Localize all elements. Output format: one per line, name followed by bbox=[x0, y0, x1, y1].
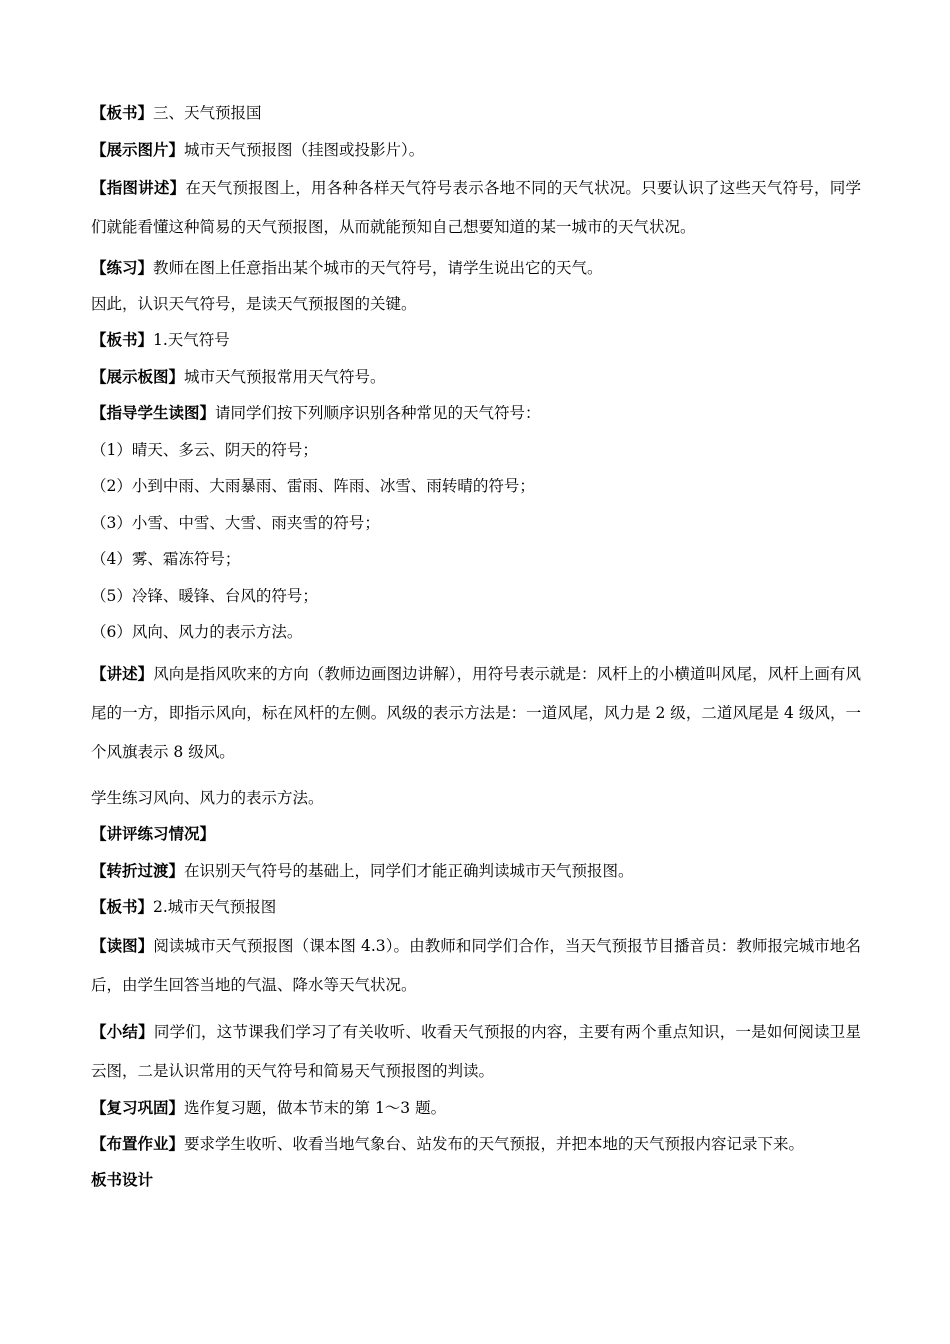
paragraph-text: （3）小雪、中雪、大雪、雨夹雪的符号； bbox=[91, 514, 380, 532]
paragraph bbox=[91, 897, 861, 917]
paragraph-tag: 【讲评练习情况】 bbox=[91, 824, 216, 843]
paragraph-text: 要求学生收听、收看当地气象台、站发布的天气预报，并把本地的天气预报内容记录下来。 bbox=[184, 1135, 805, 1153]
paragraph-tag: 【展示板图】 bbox=[91, 367, 185, 386]
paragraph-text: （5）冷锋、暖锋、台风的符号； bbox=[91, 587, 318, 605]
list-item bbox=[91, 622, 861, 642]
paragraph-text: 在天气预报图上，用各种各样天气符号表示各地不同的天气状况。只要认识了这些天气符号，同学们就能看懂这种简易的天气预报图，从而就能预知自己想要知道的某一城市的天气状况。 bbox=[91, 179, 861, 236]
paragraph-text: （6）风向、风力的表示方法。 bbox=[91, 623, 303, 641]
paragraph-text: 选作复习题，做本节末的第 1～3 题。 bbox=[184, 1099, 447, 1117]
paragraph-tag: 【复习巩固】 bbox=[91, 1098, 185, 1117]
paragraph-text: 1.天气符号 bbox=[153, 331, 230, 349]
paragraph-tag: 【转折过渡】 bbox=[91, 861, 185, 880]
paragraph-text: 因此，认识天气符号，是读天气预报图的关键。 bbox=[91, 295, 417, 313]
section-heading: 板书设计 bbox=[91, 1171, 154, 1189]
paragraph-text: 阅读城市天气预报图（课本图 4.3）。由教师和同学们合作，当天气预报节目播音员：教师报完城市地名后，由学生回答当地的气温、降水等天气状况。 bbox=[91, 937, 861, 994]
paragraph-text: 请同学们按下列顺序识别各种常见的天气符号： bbox=[215, 404, 541, 422]
paragraph-tag: 【板书】 bbox=[91, 330, 154, 349]
paragraph bbox=[91, 403, 861, 423]
paragraph-text: 城市天气预报常用天气符号。 bbox=[184, 368, 386, 386]
paragraph bbox=[91, 168, 861, 247]
paragraph-tag: 【练习】 bbox=[91, 258, 154, 277]
paragraph-tag: 【读图】 bbox=[91, 936, 154, 955]
paragraph bbox=[91, 1012, 861, 1091]
paragraph bbox=[91, 103, 861, 123]
paragraph-text: （1）晴天、多云、阴天的符号； bbox=[91, 441, 318, 459]
paragraph bbox=[91, 1098, 861, 1118]
list-item bbox=[91, 586, 861, 606]
paragraph bbox=[91, 861, 861, 881]
paragraph-tag: 【小结】 bbox=[91, 1022, 154, 1041]
paragraph bbox=[91, 926, 861, 1005]
paragraph-tag: 【布置作业】 bbox=[91, 1134, 185, 1153]
paragraph-tag: 【展示图片】 bbox=[91, 140, 185, 159]
paragraph-tag: 【指导学生读图】 bbox=[91, 403, 216, 422]
paragraph-text: 教师在图上任意指出某个城市的天气符号，请学生说出它的天气。 bbox=[153, 259, 603, 277]
paragraph-text: 在识别天气符号的基础上，同学们才能正确判读城市天气预报图。 bbox=[184, 862, 634, 880]
paragraph-text: 三、天气预报国 bbox=[153, 104, 262, 122]
paragraph-text: 风向是指风吹来的方向（教师边画图边讲解），用符号表示就是：风杆上的小横道叫风尾，风杆上画有风尾的一方，即指示风向，标在风杆的左侧。风级的表示方法是：一道风尾，风力是 2 级，二道风尾是 4 级风，一个风旗表示 8 级风。 bbox=[91, 665, 861, 761]
paragraph-text: （2）小到中雨、大雨暴雨、雷雨、阵雨、冰雪、雨转晴的符号； bbox=[91, 477, 535, 495]
paragraph bbox=[91, 824, 861, 844]
paragraph bbox=[91, 1134, 861, 1154]
paragraph bbox=[91, 367, 861, 387]
paragraph bbox=[91, 294, 861, 314]
paragraph-text: 城市天气预报图（挂图或投影片）。 bbox=[184, 141, 425, 159]
paragraph-tag: 【讲述】 bbox=[91, 664, 154, 683]
paragraph bbox=[91, 258, 861, 278]
paragraph-text: 同学们，这节课我们学习了有关收听、收看天气预报的内容，主要有两个重点知识，一是如何阅读卫星云图，二是认识常用的天气符号和简易天气预报图的判读。 bbox=[91, 1023, 861, 1080]
paragraph-text: 2.城市天气预报图 bbox=[153, 898, 277, 916]
paragraph-tag: 【板书】 bbox=[91, 103, 154, 122]
paragraph-tag: 【指图讲述】 bbox=[91, 178, 186, 197]
paragraph bbox=[91, 330, 861, 350]
list-item bbox=[91, 476, 861, 496]
paragraph-tag: 【板书】 bbox=[91, 897, 154, 916]
list-item bbox=[91, 440, 861, 460]
list-item bbox=[91, 513, 861, 533]
paragraph bbox=[91, 654, 861, 772]
paragraph bbox=[91, 788, 861, 808]
paragraph-text: （4）雾、霜冻符号； bbox=[91, 550, 241, 568]
list-item bbox=[91, 549, 861, 569]
paragraph-text: 学生练习风向、风力的表示方法。 bbox=[91, 789, 324, 807]
paragraph bbox=[91, 140, 861, 160]
